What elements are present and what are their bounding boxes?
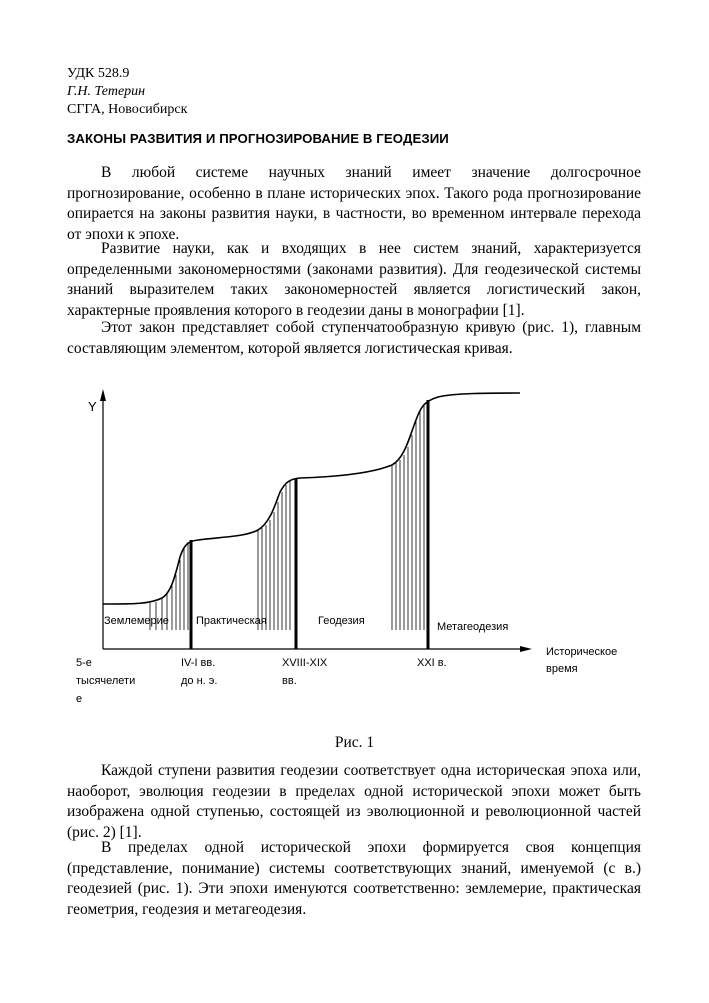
paragraph-3: Этот закон представляет собой ступенчатообразную кривую (рис. 1), главным составляющим элементом, которой является логистическая кривая. — [67, 319, 641, 357]
y-axis-arrow — [100, 389, 106, 401]
paragraph-2: Развитие науки, как и входящих в нее систем знаний, характеризуется определенными закономерностями (законами развития). Для геодезической системы знаний выразителем таких закономерностей является логистический закон, характерные проявления которого в геодезии даны в монографии [1]. — [67, 240, 641, 319]
epoch-label-prakticheskaya: Практическая — [196, 615, 267, 627]
x-axis-label-line1: Историческое — [546, 646, 618, 658]
article-title: ЗАКОНЫ РАЗВИТИЯ И ПРОГНОЗИРОВАНИЕ В ГЕОДЕЗИИ — [67, 131, 449, 146]
epoch-boundaries — [191, 400, 428, 649]
affiliation: СГГА, Новосибирск — [67, 102, 188, 117]
epoch-label-zemlemerie: Землемерие — [104, 615, 169, 627]
tick-label-xviii-xix-line2: вв. — [282, 675, 297, 687]
tick-label-iv-i-line1: IV-I вв. — [181, 657, 216, 669]
figure-caption: Рис. 1 — [334, 734, 375, 751]
tick-label-5-millennium-line1: 5-е — [76, 657, 92, 669]
y-axis-label: Y — [88, 399, 97, 414]
tick-label-xviii-xix-line1: XVIII-XIX — [282, 657, 328, 669]
tick-label-iv-i-line2: до н. э. — [181, 675, 218, 687]
author-name: Г.Н. Тетерин — [67, 84, 146, 99]
paragraph-5: В пределах одной исторической эпохи формируется своя концепция (представление, понимание) системы соответствующих знаний, именуемой (с в.) геодезией (рис. 1). Эти эпохи именуются соответственно: землемерие, практическая геометрия, геодезия и метагеодезия. — [67, 839, 641, 918]
logistic-step-curve — [103, 393, 520, 604]
x-axis-label-line2: время — [546, 663, 578, 675]
x-axis-arrow — [520, 646, 532, 652]
tick-label-xxi: XXI в. — [417, 657, 447, 669]
paragraph-1: В любой системе научных знаний имеет значение долгосрочное прогнозирование, особенно в плане исторических эпох. Такого рода прогнозирование опирается на законы развития науки, в частности, во временном интервале перехода от эпохи к эпохе. — [67, 164, 641, 243]
epoch-label-geodeziya: Геодезия — [318, 615, 365, 627]
paragraph-4: Каждой ступени развития геодезии соответствует одна историческая эпоха или, наоборот, эволюция геодезии в пределах одной исторической эпохи может быть изображена одной ступенью, состоящей из эволюционной и революционной частей (рис. 2) [1]. — [67, 762, 641, 841]
tick-label-5-millennium-line2: тысячелети — [76, 675, 136, 687]
epoch-label-metageodeziya: Метагеодезия — [437, 621, 509, 633]
tick-label-5-millennium-line3: е — [76, 693, 83, 705]
udc-code: УДК 528.9 — [67, 66, 130, 81]
